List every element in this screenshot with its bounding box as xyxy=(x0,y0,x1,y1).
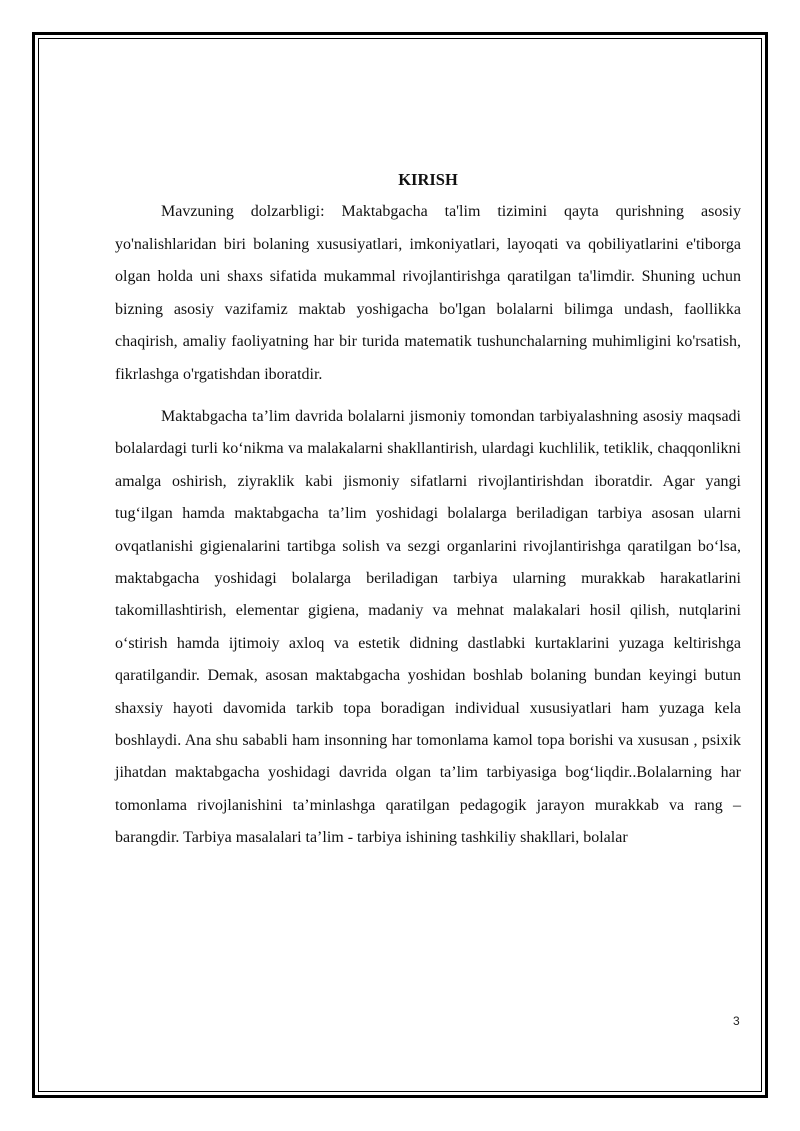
document-title: KIRISH xyxy=(398,170,458,189)
document-body xyxy=(115,166,741,855)
paragraph-physical-education: Maktabgacha ta’lim davrida bolalarni jismoniy tomondan tarbiyalashning asosiy maqsadi bolalardagi turli ko‘nikma va malakalarni shakllantirish, ulardagi kuchlilik, tetiklik, chaqqonlikni amalga oshirish, ziyraklik kabi jismoniy sifatlarni rivojlantirishdan iboratdir. Agar yangi tug‘ilgan hamda maktabgacha ta’lim yoshidagi bolalarga beriladigan tarbiya asosan ularni ovqatlanishi gigienalarini tartibga solish va sezgi organlarini rivojlantirishga qaratilgan bo‘lsa, maktabgacha yoshidagi bolalarga beriladigan tarbiya ularning murakkab harakatlarini takomillashtirish, elementar gigiena, madaniy va mehnat malakalari hosil qilish, nutqlarini o‘stirish hamda ijtimoiy axloq va estetik didning dastlabki kurtaklarini yuzaga keltirishga qaratilgandir. Demak, asosan maktabgacha yoshidan boshlab bolaning bundan keyingi butun shaxsiy hayoti davomida tarkib topa boradigan individual xususiyatlari ham yuzaga kela boshlaydi. Ana shu sababli ham insonning har tomonlama kamol topa borishi va xususan , psixik jihatdan maktabgacha yoshidagi davrida olgan ta’lim tarbiyasiga bog‘liqdir..Bolalarning har tomonlama rivojlanishini ta’minlashga qaratilgan pedagogik jarayon murakkab va rang – barangdir. Tarbiya masalalari ta’lim - tarbiya ishining tashkiliy shakllari, bolalar xyxy=(115,408,741,847)
page-number: 3 xyxy=(733,1014,740,1028)
paragraph-relevance: Mavzuning dolzarbligi: Maktabgacha ta'lim tizimini qayta qurishning asosiy yo'nalishlaridan biri bolaning xususiyatlari, imkoniyatlari, layoqati va qobiliyatlarini e'tiborga olgan holda uni shaxs sifatida mukammal rivojlantirishga qaratilgan ta'limdir. Shuning uchun bizning asosiy vazifamiz maktab yoshigacha bo'lgan bolalarni bilimga undash, faollikka chaqirish, amaliy faoliyatning har bir turida matematik tushunchalarning muhimligini ko'rsatish, fikrlashga o'rgatishdan iboratdir. xyxy=(115,203,741,383)
